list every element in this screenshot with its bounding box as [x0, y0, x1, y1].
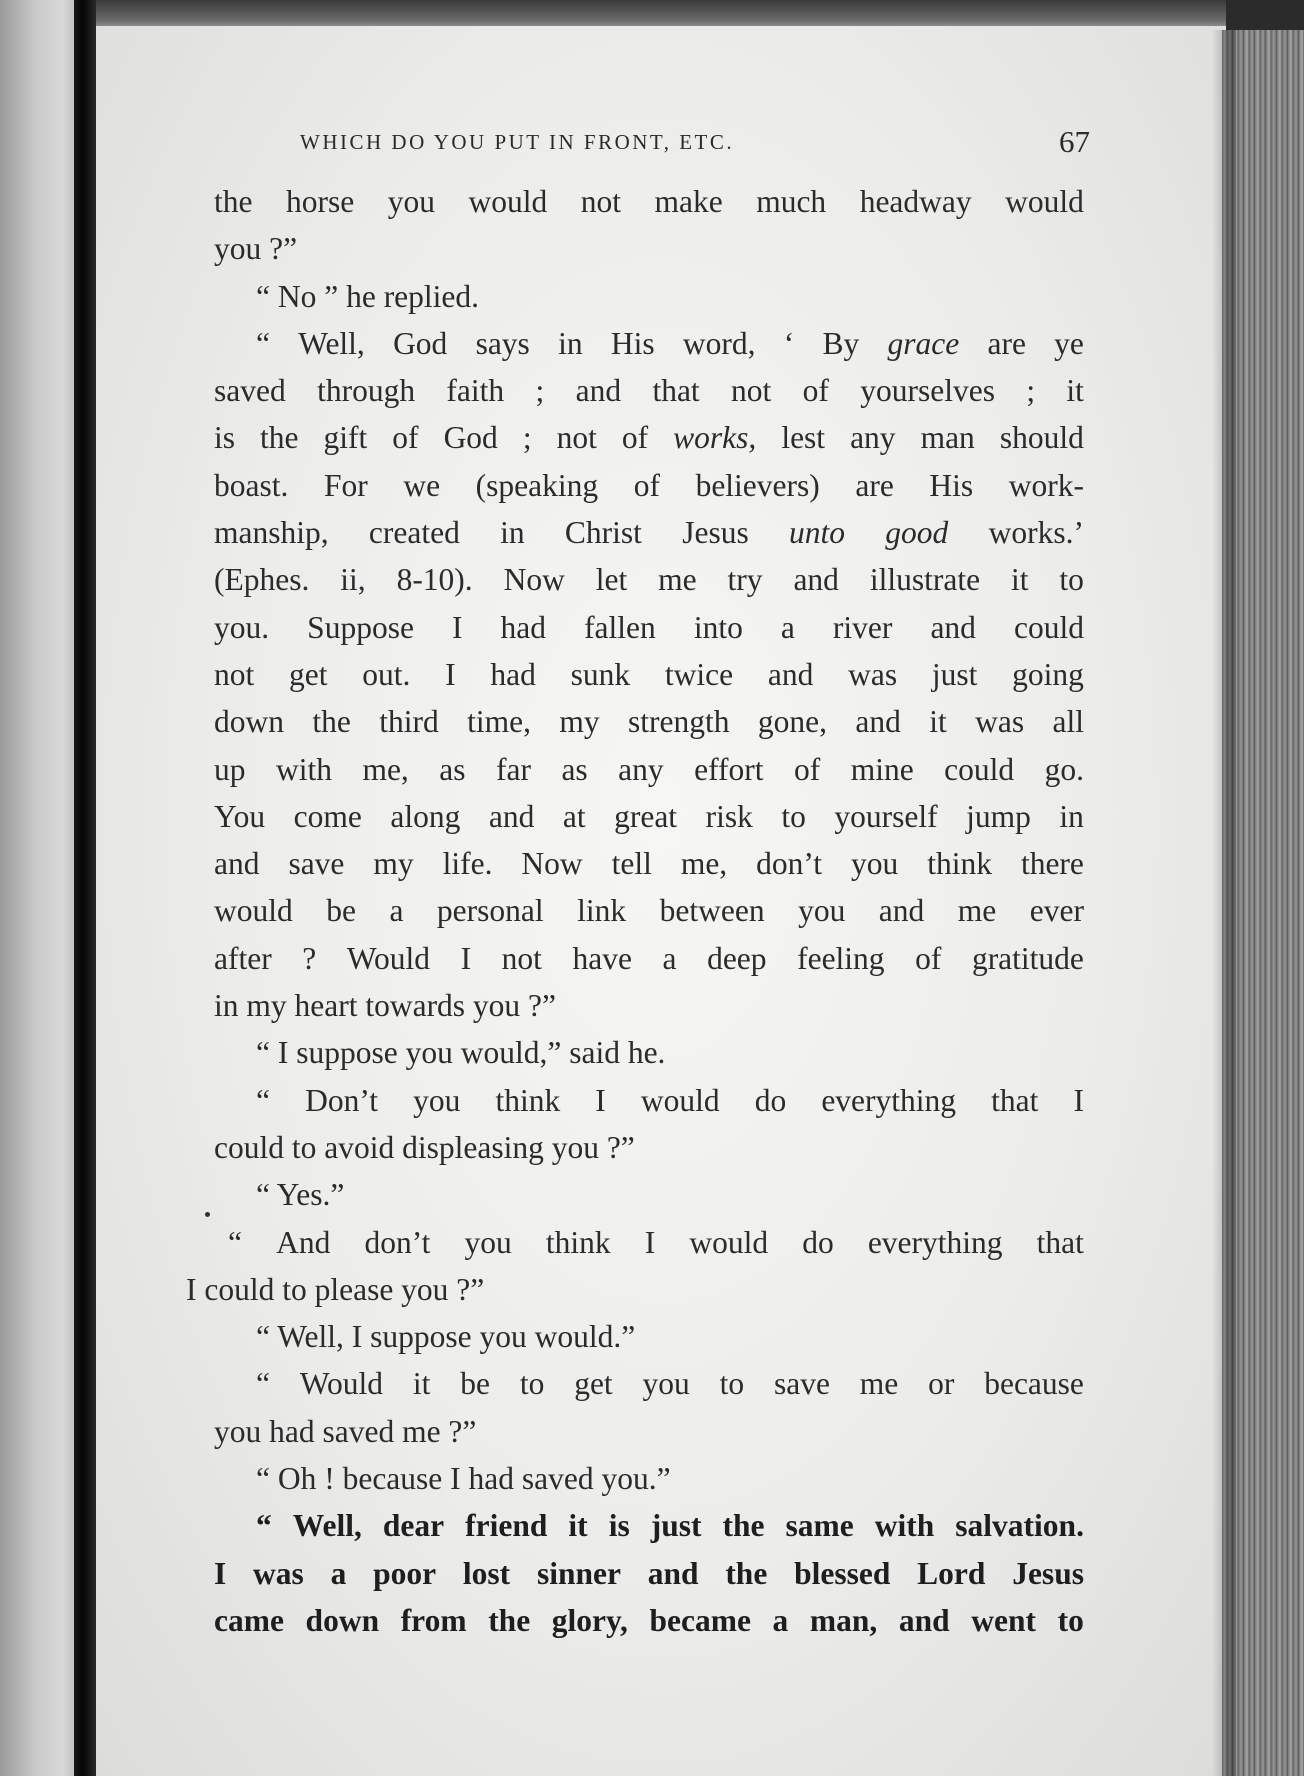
text-line: up with me, as far as any effort of mine could go.	[214, 751, 1084, 787]
facing-page-edge	[0, 0, 78, 1776]
text-line: after ? Would I not have a deep feeling of gratitude	[214, 940, 1084, 976]
text-line: “ Well, dear friend it is just the same with salvation.	[256, 1508, 1084, 1544]
text-line: could to avoid displeasing you ?”	[214, 1129, 635, 1165]
text-line: manship, created in Christ Jesus unto good works.’	[214, 515, 1084, 551]
text-line: “ Don’t you think I would do everything that I	[256, 1082, 1084, 1118]
text-line: you ?”	[214, 231, 298, 267]
body-text	[186, 178, 1084, 1644]
text-line: You come along and at great risk to yourself jump in	[214, 798, 1084, 834]
book-gutter	[74, 0, 96, 1776]
text-line: “ No ” he replied.	[256, 278, 480, 314]
text-line: the horse you would not make much headway would	[214, 184, 1084, 219]
text-line: “ I suppose you would,” said he.	[256, 1035, 666, 1071]
ink-speck	[205, 1212, 210, 1217]
running-head-title: WHICH DO YOU PUT IN FRONT, ETC.	[300, 130, 735, 154]
text-line: in my heart towards you ?”	[214, 988, 557, 1024]
fore-edge-shadow	[1212, 30, 1236, 1776]
page-number: 67	[1059, 124, 1090, 159]
running-head	[300, 124, 1090, 164]
text-line: “ Well, I suppose you would.”	[256, 1319, 636, 1355]
text-line: down the third time, my strength gone, and it was all	[214, 704, 1084, 740]
text-line: you had saved me ?”	[214, 1413, 477, 1449]
text-line: I could to please you ?”	[186, 1271, 485, 1307]
text-line: “ And don’t you think I would do everything that	[228, 1224, 1084, 1260]
text-line: “ Well, God says in His word, ‘ By grace are ye	[256, 325, 1084, 361]
text-line: and save my life. Now tell me, don’t you think there	[214, 846, 1084, 882]
text-line: (Ephes. ii, 8-10). Now let me try and illustrate it to	[214, 562, 1084, 598]
text-line: “ Oh ! because I had saved you.”	[256, 1461, 671, 1497]
text-line: not get out. I had sunk twice and was just going	[214, 656, 1084, 692]
text-line: “ Yes.”	[256, 1177, 345, 1213]
text-line: came down from the glory, became a man, and went to	[214, 1602, 1084, 1638]
text-line: boast. For we (speaking of believers) are His work-	[214, 467, 1084, 503]
text-line: you. Suppose I had fallen into a river and could	[214, 609, 1084, 645]
text-line: “ Would it be to get you to save me or because	[256, 1366, 1084, 1402]
text-line: would be a personal link between you and me ever	[214, 893, 1084, 929]
text-line: is the gift of God ; not of works, lest any man should	[214, 420, 1084, 456]
text-line: saved through faith ; and that not of yourselves ; it	[214, 373, 1084, 409]
text-line: I was a poor lost sinner and the blessed Lord Jesus	[214, 1555, 1084, 1591]
